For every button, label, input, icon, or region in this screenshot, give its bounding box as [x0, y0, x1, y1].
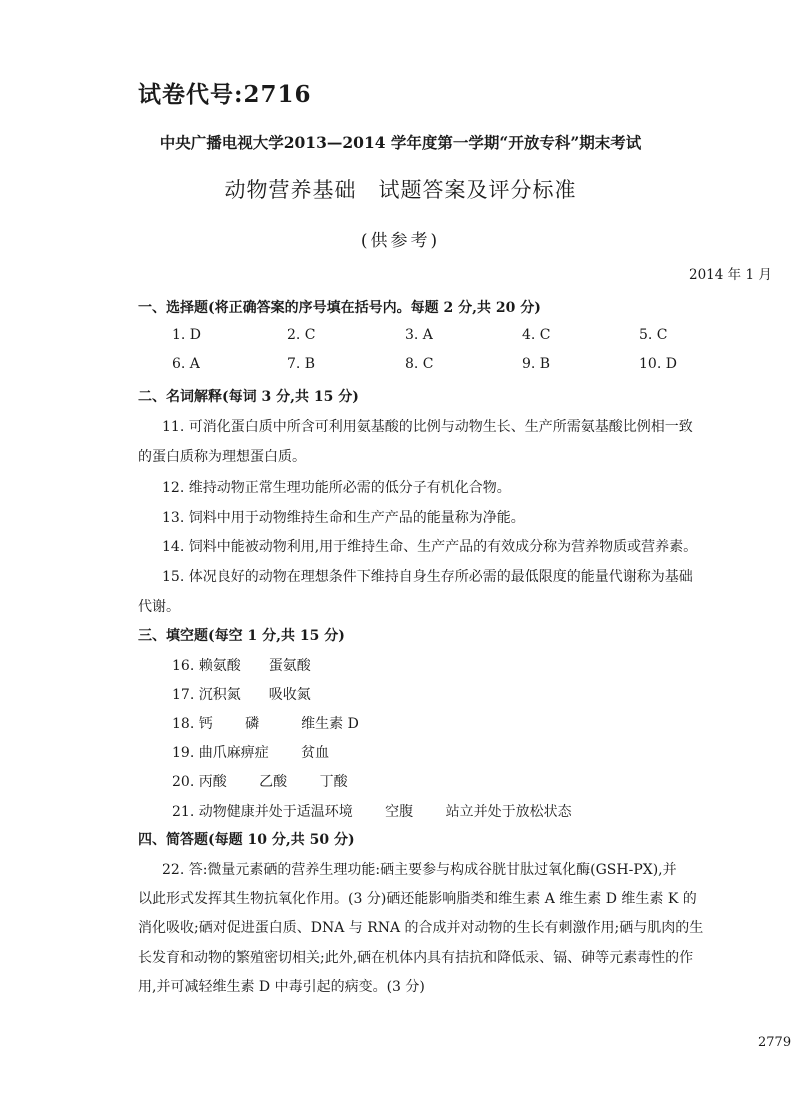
section-4-heading: 四、简答题(每题 10 分,共 50 分) [138, 832, 355, 848]
text-line: 消化吸收;硒对促进蛋白质、DNA 与 RNA 的合成并对动物的生长有刺激作用;硒与肌肉的生 [138, 920, 704, 936]
text-line: 18. 钙 磷 维生素 D [172, 716, 359, 732]
section-2-heading: 二、名词解释(每词 3 分,共 15 分) [138, 389, 359, 405]
answer-item: 9. B [522, 356, 551, 372]
text-line: 以此形式发挥其生物抗氧化作用。(3 分)硒还能影响脂类和维生素 A 维生素 D 维生素 K 的 [138, 891, 697, 907]
text-line: 代谢。 [138, 599, 180, 615]
answer-item: 5. C [639, 327, 668, 343]
exam-title: 中央广播电视大学2013—2014 学年度第一学期“开放专科”期末考试 [159, 133, 642, 152]
text-line: 19. 曲爪麻痹症 贫血 [172, 745, 330, 761]
text-line: 20. 丙酸 乙酸 丁酸 [172, 774, 348, 790]
answer-item: 10. D [639, 356, 677, 372]
answer-item: 6. A [172, 356, 200, 372]
text-line: 22. 答:微量元素硒的营养生理功能:硒主要参与构成谷胱甘肽过氧化酶(GSH-PX),并 [162, 862, 677, 878]
text-line: 11. 可消化蛋白质中所含可利用氨基酸的比例与动物生长、生产所需氨基酸比例相一致 [162, 419, 693, 435]
answer-item: 3. A [405, 327, 433, 343]
text-line: 12. 维持动物正常生理功能所必需的低分子有机化合物。 [162, 480, 511, 496]
paper-code: 试卷代号:2716 [138, 81, 312, 108]
answer-item: 1. D [172, 327, 202, 343]
text-line: 用,并可减轻维生素 D 中毒引起的病变。(3 分) [138, 979, 425, 995]
answer-item: 8. C [405, 356, 434, 372]
answer-item: 7. B [287, 356, 316, 372]
subtitle: (供参考) [360, 231, 441, 251]
section-1-heading: 一、选择题(将正确答案的序号填在括号内。每题 2 分,共 20 分) [138, 300, 541, 316]
answer-item: 4. C [522, 327, 551, 343]
page-number: 2779 [758, 1035, 792, 1050]
text-line: 21. 动物健康并处于适温环境 空腹 站立并处于放松状态 [172, 804, 572, 820]
text-line: 16. 赖氨酸 蛋氨酸 [172, 658, 311, 674]
section-3-heading: 三、填空题(每空 1 分,共 15 分) [138, 628, 345, 644]
answer-item: 2. C [287, 327, 316, 343]
text-line: 17. 沉积氮 吸收氮 [172, 687, 311, 703]
text-line: 14. 饲料中能被动物利用,用于维持生命、生产产品的有效成分称为营养物质或营养素。 [162, 539, 698, 555]
text-line: 的蛋白质称为理想蛋白质。 [138, 449, 306, 465]
text-line: 15. 体况良好的动物在理想条件下维持自身生存所必需的最低限度的能量代谢称为基础 [162, 569, 693, 585]
text-line: 长发育和动物的繁殖密切相关;此外,硒在机体内具有拮抗和降低汞、镉、砷等元素毒性的作 [138, 950, 694, 966]
text-line: 13. 饲料中用于动物维持生命和生产产品的能量称为净能。 [162, 510, 525, 526]
exam-date: 2014 年 1 月 [689, 267, 772, 283]
document-title: 动物营养基础 试题答案及评分标准 [224, 178, 577, 202]
